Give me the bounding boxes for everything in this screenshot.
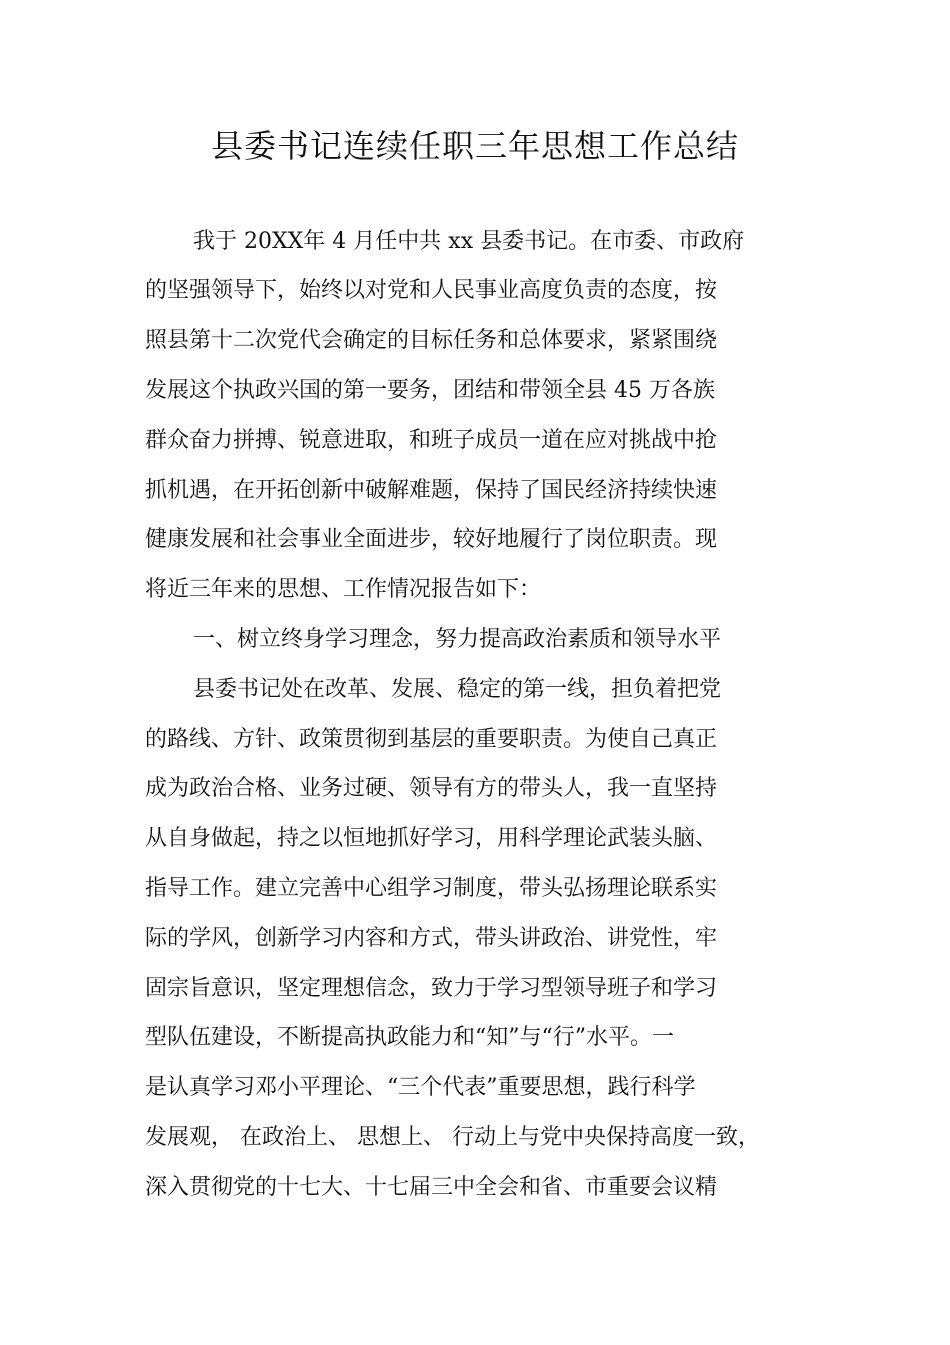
body-line: 是认真学习邓小平理论、“三个代表”重要思想，践行科学	[145, 1075, 696, 1100]
body-line: 成为政治合格、业务过硬、领导有方的带头人，我一直坚持	[145, 776, 718, 801]
body-line: 深入贯彻党的十七大、十七届三中全会和省、市重要会议精	[145, 1175, 718, 1200]
body-line: 群众奋力拼搏、锐意进取，和班子成员一道在应对挑战中抢	[145, 428, 718, 453]
document-title: 县委书记连续任职三年思想工作总结	[210, 127, 739, 165]
body-line: 发展观， 在政治上、 思想上、 行动上与党中央保持高度一致，	[145, 1125, 760, 1150]
body-line: 际的学风，创新学习内容和方式，带头讲政治、讲党性，牢	[145, 926, 718, 951]
body-line: 从自身做起，持之以恒地抓好学习，用科学理论武装头脑、	[145, 826, 718, 851]
body-line: 发展这个执政兴国的第一要务，团结和带领全县 45 万各族	[145, 378, 715, 403]
body-line: 我于 20XX年 4 月任中共 xx 县委书记。在市委、市政府	[193, 229, 745, 254]
body-line: 县委书记处在改革、发展、稳定的第一线，担负着把党	[193, 677, 722, 702]
body-line: 照县第十二次党代会确定的目标任务和总体要求，紧紧围绕	[145, 328, 718, 353]
body-line: 指导工作。建立完善中心组学习制度，带头弘扬理论联系实	[145, 876, 718, 901]
section-heading: 一、树立终身学习理念，努力提高政治素质和领导水平	[193, 627, 722, 652]
body-line: 型队伍建设，不断提高执政能力和“知”与“行”水平。一	[145, 1025, 674, 1050]
body-line: 将近三年来的思想、工作情况报告如下：	[145, 577, 542, 602]
body-line: 的路线、方针、政策贯彻到基层的重要职责。为使自己真正	[145, 727, 718, 752]
body-line: 的坚强领导下，始终以对党和人民事业高度负责的态度，按	[145, 278, 718, 303]
body-line: 抓机遇，在开拓创新中破解难题，保持了国民经济持续快速	[145, 478, 718, 503]
body-line: 固宗旨意识，坚定理想信念，致力于学习型领导班子和学习	[145, 976, 718, 1001]
body-line: 健康发展和社会事业全面进步，较好地履行了岗位职责。现	[145, 527, 718, 552]
